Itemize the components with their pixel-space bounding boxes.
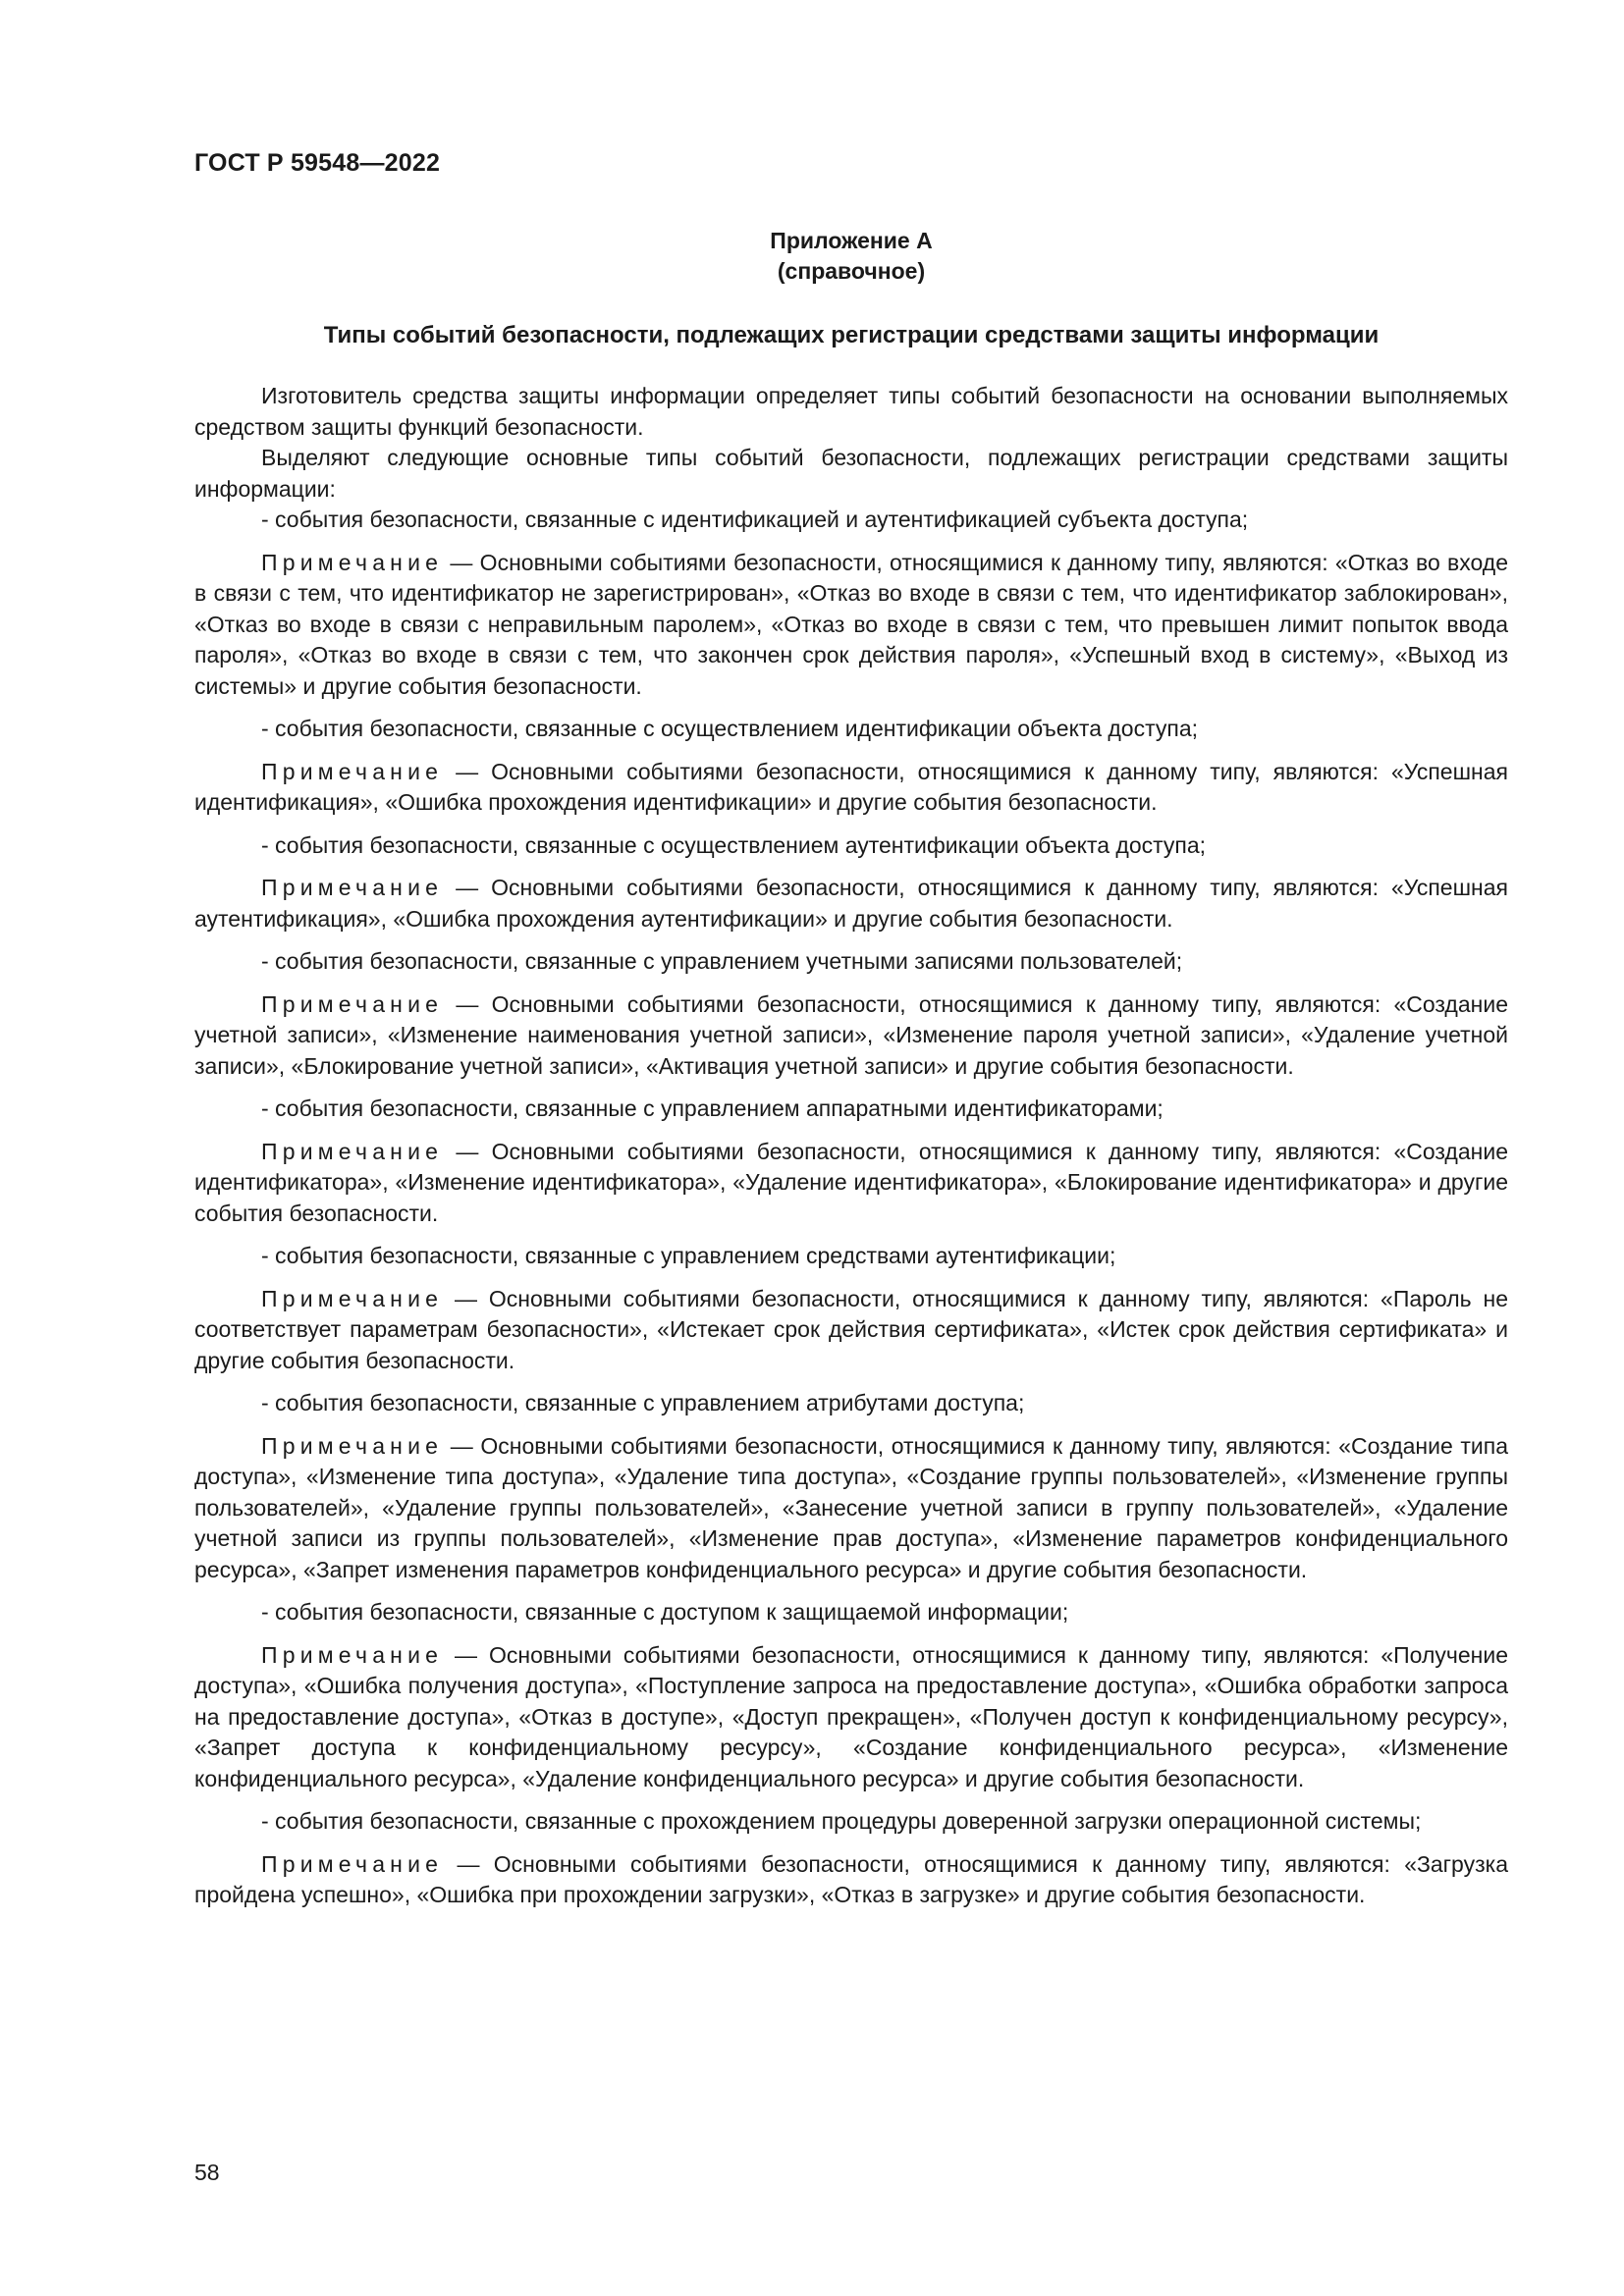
note-paragraph xyxy=(194,757,1508,819)
note-text: — Основными событиями безопасности, относящимися к данному типу, являются: «Отказ во входе в связи с тем, что идентификатор не зарегистрирован», «Отказ во входе в связи с тем, что идентификатор заблокирован», «Отказ во входе в связи с неправильным паролем», «Отказ во входе в связи с тем, что превышен лимит попыток ввода пароля», «Отказ во входе в связи с тем, что закончен срок действия пароля», «Успешный вход в систему», «Выход из системы» и другие события безопасности. xyxy=(194,549,1508,699)
note-label: Примечание xyxy=(261,1138,444,1164)
note-label: Примечание xyxy=(261,1285,444,1311)
note-label: Примечание xyxy=(261,549,444,575)
note-paragraph xyxy=(194,1284,1508,1377)
intro-paragraph: Выделяют следующие основные типы событий безопасности, подлежащих регистрации средствами защиты информации: xyxy=(194,445,1508,502)
note-paragraph xyxy=(194,1137,1508,1230)
list-item: - события безопасности, связанные с осуществлением идентификации объекта доступа; xyxy=(261,716,1199,741)
note-text: — Основными событиями безопасности, относящимися к данному типу, являются: «Создание типа доступа», «Изменение типа доступа», «Удаление типа доступа», «Создание группы пользователей», «Изменение группы пользователей», «Удаление группы пользователей», «Занесение учетной записи в группу пользователей», «Удаление учетной записи из группы пользователей», «Изменение прав доступа», «Изменение параметров конфиденциального ресурса», «Запрет изменения параметров конфиденциального ресурса» и другие события безопасности. xyxy=(194,1432,1508,1582)
list-item: - события безопасности, связанные с управлением средствами аутентификации; xyxy=(261,1243,1116,1268)
note-label: Примечание xyxy=(261,1432,444,1459)
intro-paragraph: Изготовитель средства защиты информации определяет типы событий безопасности на основании выполняемых средством защиты функций безопасности. xyxy=(194,383,1508,440)
document-body xyxy=(194,381,1508,1911)
note-label: Примечание xyxy=(261,875,444,900)
page-number: 58 xyxy=(194,2160,220,2185)
note-label: Примечание xyxy=(261,758,444,784)
annex-subtitle: (справочное) xyxy=(777,258,926,284)
list-item: - события безопасности, связанные с управлением учетными записями пользователей; xyxy=(261,948,1183,974)
annex-title: Приложение А xyxy=(770,228,933,253)
list-item: - события безопасности, связанные с управлением атрибутами доступа; xyxy=(261,1390,1025,1415)
note-paragraph xyxy=(194,989,1508,1083)
note-paragraph xyxy=(194,1431,1508,1586)
note-text: — Основными событиями безопасности, относящимися к данному типу, являются: «Получение доступа», «Ошибка получения доступа», «Поступление запроса на предоставление доступа», «Ошибка обработки запроса на предоставление доступа», «Отказ в доступе», «Доступ прекращен», «Получен доступ к конфиденциальному ресурсу», «Запрет доступа к конфиденциальному ресурсу», «Создание конфиденциального ресурса», «Изменение конфиденциального ресурса», «Удаление конфиденциального ресурса» и другие события безопасности. xyxy=(194,1641,1508,1791)
note-text: — Основными событиями безопасности, относящимися к данному типу, являются: «Создание идентификатора», «Изменение идентификатора», «Удаление идентификатора», «Блокирование идентификатора» и другие события безопасности. xyxy=(194,1138,1508,1226)
annex-heading xyxy=(194,226,1508,287)
note-text: — Основными событиями безопасности, относящимися к данному типу, являются: «Загрузка пройдена успешно», «Ошибка при прохождении загрузки», «Отказ в загрузке» и другие события безопасности. xyxy=(194,1850,1508,1907)
note-text: — Основными событиями безопасности, относящимися к данному типу, являются: «Успешная аутентификация», «Ошибка прохождения аутентификации» и другие события безопасности. xyxy=(194,875,1508,932)
list-item: - события безопасности, связанные с управлением аппаратными идентификаторами; xyxy=(261,1095,1164,1121)
note-text: — Основными событиями безопасности, относящимися к данному типу, являются: «Пароль не соответствует параметрам безопасности», «Истекает срок действия сертификата», «Истек срок действия сертификата» и другие события безопасности. xyxy=(194,1285,1508,1373)
note-paragraph xyxy=(194,873,1508,934)
note-label: Примечание xyxy=(261,1641,444,1668)
note-text: — Основными событиями безопасности, относящимися к данному типу, являются: «Создание учетной записи», «Изменение наименования учетной записи», «Изменение пароля учетной записи», «Удаление учетной записи», «Блокирование учетной записи», «Активация учетной записи» и другие события безопасности. xyxy=(194,990,1508,1079)
note-label: Примечание xyxy=(261,990,444,1017)
note-paragraph xyxy=(194,1849,1508,1911)
document-header: ГОСТ Р 59548—2022 xyxy=(194,149,441,177)
list-item: - события безопасности, связанные с прохождением процедуры доверенной загрузки операционной системы; xyxy=(261,1808,1422,1834)
note-label: Примечание xyxy=(261,1850,444,1877)
note-paragraph xyxy=(194,548,1508,703)
note-text: — Основными событиями безопасности, относящимися к данному типу, являются: «Успешная идентификация», «Ошибка прохождения идентификации» и другие события безопасности. xyxy=(194,758,1508,815)
list-item: - события безопасности, связанные с доступом к защищаемой информации; xyxy=(261,1599,1069,1625)
note-paragraph xyxy=(194,1640,1508,1795)
list-item: - события безопасности, связанные с осуществлением аутентификации объекта доступа; xyxy=(261,831,1207,858)
list-item: - события безопасности, связанные с идентификацией и аутентификацией субъекта доступа; xyxy=(261,507,1249,532)
section-title: Типы событий безопасности, подлежащих регистрации средствами защиты информации xyxy=(323,322,1380,348)
